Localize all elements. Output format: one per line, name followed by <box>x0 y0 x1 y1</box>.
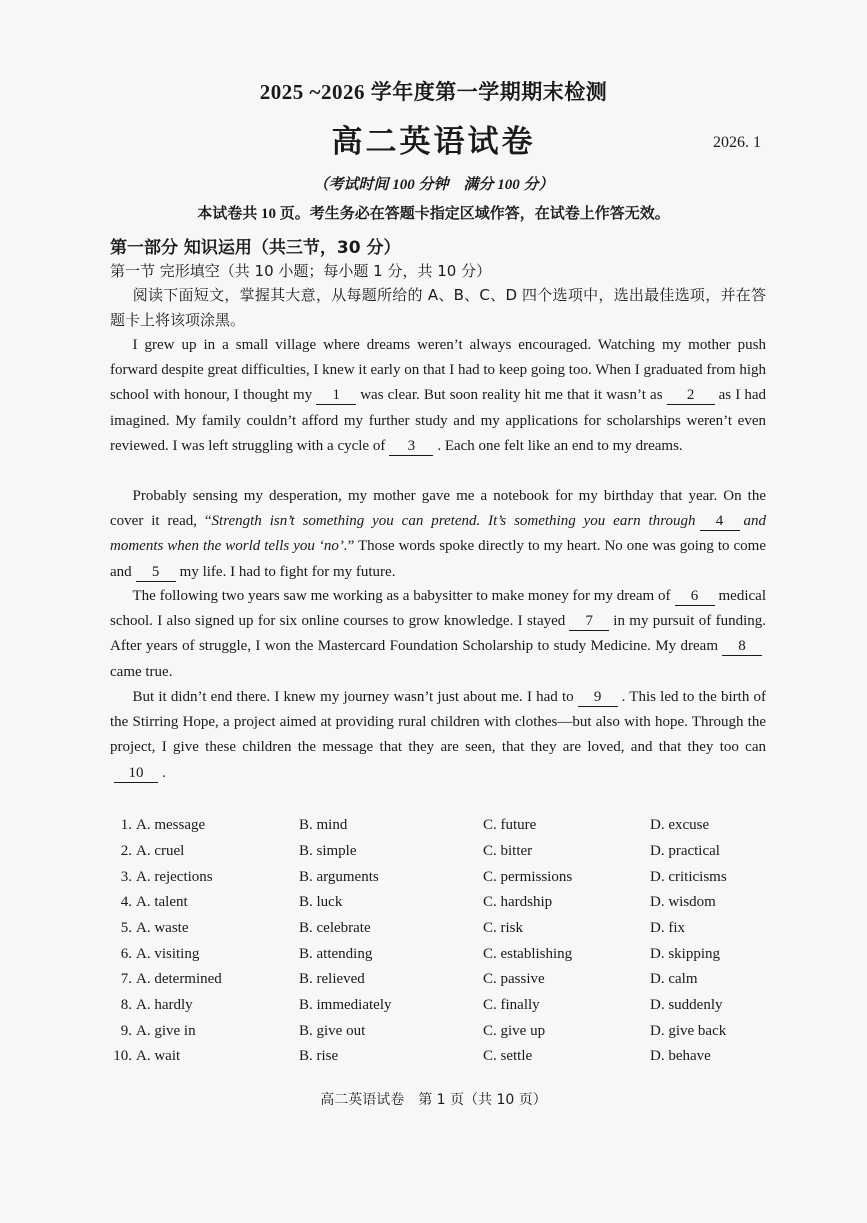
passage-text: Probably sensing my desperation, my mother gave me a notebook for my birthday that year. On the cover it read, “ <box>110 488 766 530</box>
option-b: B. give out <box>299 1023 366 1039</box>
instructions <box>110 283 766 333</box>
option-row <box>0 920 867 946</box>
passage-paragraph <box>110 685 766 786</box>
option-a: A. give in <box>136 1023 196 1039</box>
option-c: C. bitter <box>483 843 533 859</box>
option-d: D. suddenly <box>650 997 723 1013</box>
option-a: A. talent <box>136 894 188 910</box>
blank-9: 9 <box>578 688 618 707</box>
passage-text: I grew up in a small village where dreams weren’t always encouraged. Watching my mother push forward despite great difficulties, I knew it early on that I had to keep going too. When I graduated from high school with honour, I thought my <box>110 337 766 404</box>
option-a: A. cruel <box>136 843 185 859</box>
passage-paragraph <box>110 333 766 459</box>
option-c: C. establishing <box>483 946 573 962</box>
exam-time-info: （考试时间 100 分钟 满分 100 分） <box>313 177 554 193</box>
option-d: D. skipping <box>650 946 721 962</box>
option-row <box>0 843 867 869</box>
exam-title: 高二英语试卷 <box>331 124 536 159</box>
option-b: B. celebrate <box>299 920 371 936</box>
page-footer: 高二英语试卷 第 1 页（共 10 页） <box>320 1092 547 1108</box>
blank-7: 7 <box>569 612 609 631</box>
option-c: C. hardship <box>483 894 553 910</box>
blank-10: 10 <box>114 764 158 783</box>
option-d: D. behave <box>650 1048 711 1064</box>
option-d: D. practical <box>650 843 720 859</box>
option-a: A. determined <box>136 971 222 987</box>
question-number: 3. <box>120 869 132 885</box>
option-b: B. luck <box>299 894 343 910</box>
passage-text: was clear. But soon reality hit me that it wasn’t as <box>360 387 663 404</box>
blank-4: 4 <box>700 512 740 531</box>
passage-text: ” Those words spoke directly to my heart. No one was going to come and <box>110 538 766 580</box>
option-c: C. finally <box>483 997 540 1013</box>
passage-text: . Each one felt like an end to my dreams. <box>437 437 683 454</box>
option-c: C. passive <box>483 971 545 987</box>
option-c: C. risk <box>483 920 524 936</box>
passage-text: medical school. I also signed up for six online courses to grow knowledge. I stayed <box>110 588 766 630</box>
passage-text: my life. I had to fight for my future. <box>179 563 396 580</box>
passage-text: as I had imagined. My family couldn’t afford my further study and my applications for scholarships weren’t even reviewed. I was left struggling with a cycle of <box>110 387 766 454</box>
option-a: A. waste <box>136 920 189 936</box>
instruction-text: 阅读下面短文，掌握其大意，从每题所给的 A、B、C、D 四个选项中，选出最佳选项，并在答题卡上将该项涂黑。 <box>110 286 766 329</box>
quote-text: Strength isn’t something you can pretend. It’s something you earn through <box>211 513 696 530</box>
option-a: A. rejections <box>136 869 213 885</box>
option-a: A. wait <box>136 1048 181 1064</box>
question-number: 7. <box>120 971 132 987</box>
exam-period-heading: 2025 ~2026 学年度第一学期期末检测 <box>259 80 608 104</box>
option-d: D. give back <box>650 1023 727 1039</box>
passage-text: in my pursuit of funding. After years of struggle, I won the Mastercard Foundation Scholarship to study Medicine. My dream <box>110 613 766 655</box>
option-b: B. immediately <box>299 997 392 1013</box>
passage-text: . <box>162 764 166 781</box>
option-d: D. fix <box>650 920 685 936</box>
option-row <box>0 971 867 997</box>
option-b: B. arguments <box>299 869 379 885</box>
option-d: D. criticisms <box>650 869 727 885</box>
question-number: 10. <box>113 1048 132 1064</box>
quote-text: and moments when the world tells you ‘no’. <box>110 513 766 555</box>
question-number: 4. <box>120 894 132 910</box>
option-a: A. hardly <box>136 997 193 1013</box>
option-b: B. simple <box>299 843 357 859</box>
question-number: 6. <box>120 946 132 962</box>
option-d: D. wisdom <box>650 894 716 910</box>
option-b: B. rise <box>299 1048 339 1064</box>
option-c: C. future <box>483 817 537 833</box>
question-number: 9. <box>120 1023 132 1039</box>
option-b: B. mind <box>299 817 348 833</box>
blank-1: 1 <box>316 386 356 405</box>
question-number: 2. <box>120 843 132 859</box>
option-a: A. message <box>136 817 206 833</box>
question-number: 5. <box>120 920 132 936</box>
option-c: C. settle <box>483 1048 533 1064</box>
passage-text: . This led to the birth of the Stirring Hope, a project aimed at providing rural children with clothes—but also with hope. Through the project, I give these children the message that they are seen, that they are loved, and that they too can <box>110 689 766 756</box>
option-row <box>0 894 867 920</box>
option-c: C. permissions <box>483 869 573 885</box>
exam-notice: 本试卷共 10 页。考生务必在答题卡指定区域作答，在试卷上作答无效。 <box>197 206 670 222</box>
option-row <box>0 869 867 895</box>
blank-8: 8 <box>722 637 762 656</box>
question-number: 1. <box>120 817 132 833</box>
option-a: A. visiting <box>136 946 200 962</box>
passage-paragraph <box>110 484 766 585</box>
passage-paragraph <box>110 584 766 685</box>
option-row <box>0 1023 867 1049</box>
option-row <box>0 1048 867 1074</box>
blank-6: 6 <box>675 587 715 606</box>
exam-date: 2026. 1 <box>713 134 761 151</box>
option-c: C. give up <box>483 1023 546 1039</box>
question-number: 8. <box>120 997 132 1013</box>
option-row <box>0 817 867 843</box>
option-b: B. relieved <box>299 971 365 987</box>
blank-5: 5 <box>136 563 176 582</box>
passage-text: But it didn’t end there. I knew my journey wasn’t just about me. I had to <box>132 689 574 705</box>
blank-3: 3 <box>389 437 433 456</box>
option-row <box>0 946 867 972</box>
option-row <box>0 997 867 1023</box>
passage-text: The following two years saw me working as a babysitter to make money for my dream of <box>132 588 671 604</box>
option-b: B. attending <box>299 946 373 962</box>
option-d: D. calm <box>650 971 698 987</box>
blank-2: 2 <box>667 386 715 405</box>
passage-text: came true. <box>110 663 173 680</box>
option-d: D. excuse <box>650 817 710 833</box>
section-heading: 第一节 完形填空（共 10 小题；每小题 1 分，共 10 分） <box>110 262 492 280</box>
part-heading: 第一部分 知识运用（共三节，30 分） <box>110 238 401 258</box>
